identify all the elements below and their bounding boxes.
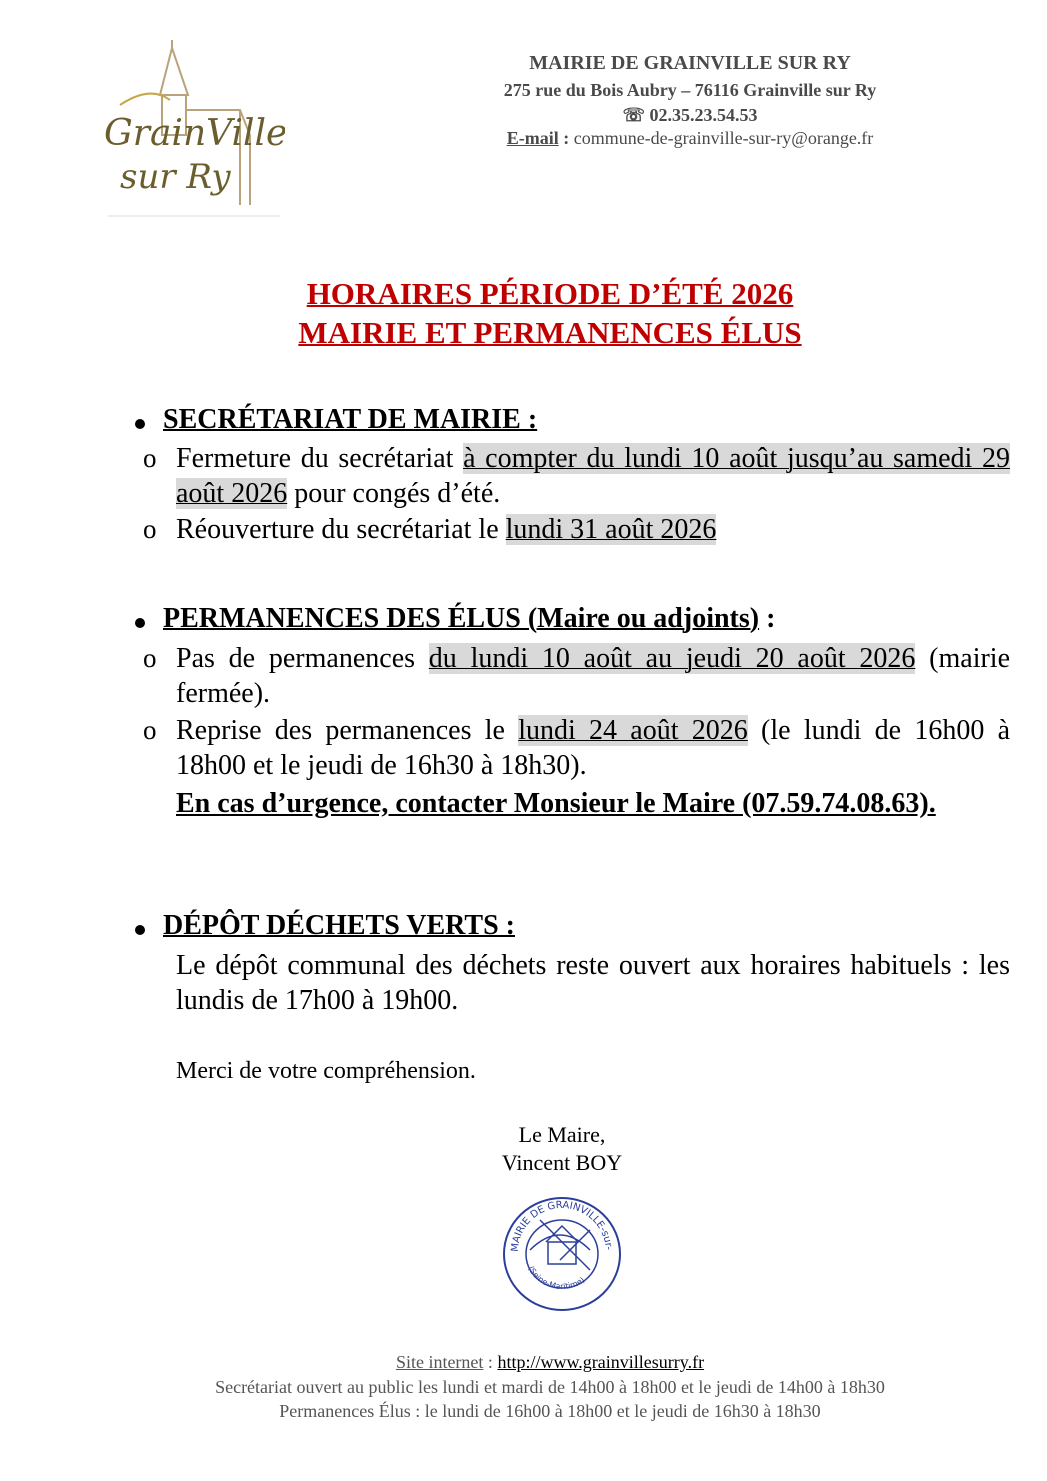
- secretariat-item-1: Fermeture du secrétariat à compter du lundi 10 août jusqu’au samedi 29 août 2026 pour congés d’été.: [176, 443, 1010, 509]
- signature-role: Le Maire,: [518, 1122, 606, 1147]
- mairie-email-line: [330, 128, 1047, 149]
- signature-name: Vincent BOY: [501, 1150, 623, 1175]
- page-title-line2: MAIRIE ET PERMANENCES ÉLUS: [298, 315, 802, 350]
- secretariat-heading: SECRÉTARIAT DE MAIRIE :: [163, 404, 538, 435]
- circle-bullet-icon: o: [143, 443, 157, 473]
- permanences-heading: PERMANENCES DES ÉLUS (Maire ou adjoints) :: [163, 603, 776, 634]
- dechets-text: Le dépôt communal des déchets reste ouvert aux horaires habituels : les lundis de 17h00 à 19h00.: [176, 950, 1010, 1016]
- email-label: E-mail: [506, 128, 559, 148]
- mairie-title: MAIRIE DE GRAINVILLE SUR RY: [529, 52, 851, 74]
- circle-bullet-icon: o: [143, 514, 157, 544]
- email-sep: :: [558, 128, 570, 148]
- svg-text:MAIRIE DE GRAINVILLE-sur-RY: MAIRIE DE GRAINVILLE-sur-: [509, 1199, 614, 1253]
- permanences-item-2: Reprise des permanences le lundi 24 août 2026 (le lundi de 16h00 à 18h00 et le jeudi de 16h30 à 18h30).: [176, 715, 1011, 781]
- footer-permanences-hours: Permanences Élus : le lundi de 16h00 à 18h00 et le jeudi de 16h30 à 18h30: [279, 1401, 821, 1421]
- closing-text: Merci de votre compréhension.: [176, 1058, 476, 1084]
- site-link[interactable]: http://www.grainvillesurry.fr: [497, 1352, 705, 1372]
- urgence-contact: En cas d’urgence, contacter Monsieur le Maire (07.59.74.08.63).: [176, 788, 936, 819]
- bullet-icon: [135, 419, 145, 429]
- mairie-phone-line: [330, 105, 1047, 126]
- mairie-stamp: [500, 1190, 625, 1315]
- circle-bullet-icon: o: [143, 643, 157, 673]
- logo-line2: sur Ry: [120, 157, 231, 197]
- email-address[interactable]: commune-de-grainville-sur-ry@orange.fr: [573, 128, 874, 148]
- bullet-icon: [135, 618, 145, 628]
- mairie-phone: 02.35.23.54.53: [649, 105, 758, 125]
- dechets-heading: DÉPÔT DÉCHETS VERTS :: [163, 910, 515, 941]
- bullet-icon: [135, 925, 145, 935]
- secretariat-item-2: Réouverture du secrétariat le lundi 31 août 2026: [176, 514, 717, 545]
- site-label: Site internet: [395, 1352, 484, 1372]
- phone-icon: ☏: [622, 105, 645, 125]
- footer-secretariat-hours: Secrétariat ouvert au public les lundi et mardi de 14h00 à 18h00 et le jeudi de 14h00 à 18h30: [215, 1377, 885, 1397]
- grainville-logo: [100, 40, 285, 220]
- circle-bullet-icon: o: [143, 715, 157, 745]
- page-title-line1: HORAIRES PÉRIODE D’ÉTÉ 2026: [306, 276, 794, 311]
- svg-text:(Seine-Maritime): (Seine-Maritime): [526, 1264, 587, 1292]
- mairie-address: 275 rue du Bois Aubry – 76116 Grainville sur Ry: [503, 80, 877, 100]
- footer-site-line: Site internet : http://www.grainvillesurry.fr: [395, 1352, 705, 1372]
- logo-line1: GrainVille: [104, 113, 285, 154]
- permanences-item-1: Pas de permanences du lundi 10 août au jeudi 20 août 2026 (mairie fermée).: [176, 643, 1011, 709]
